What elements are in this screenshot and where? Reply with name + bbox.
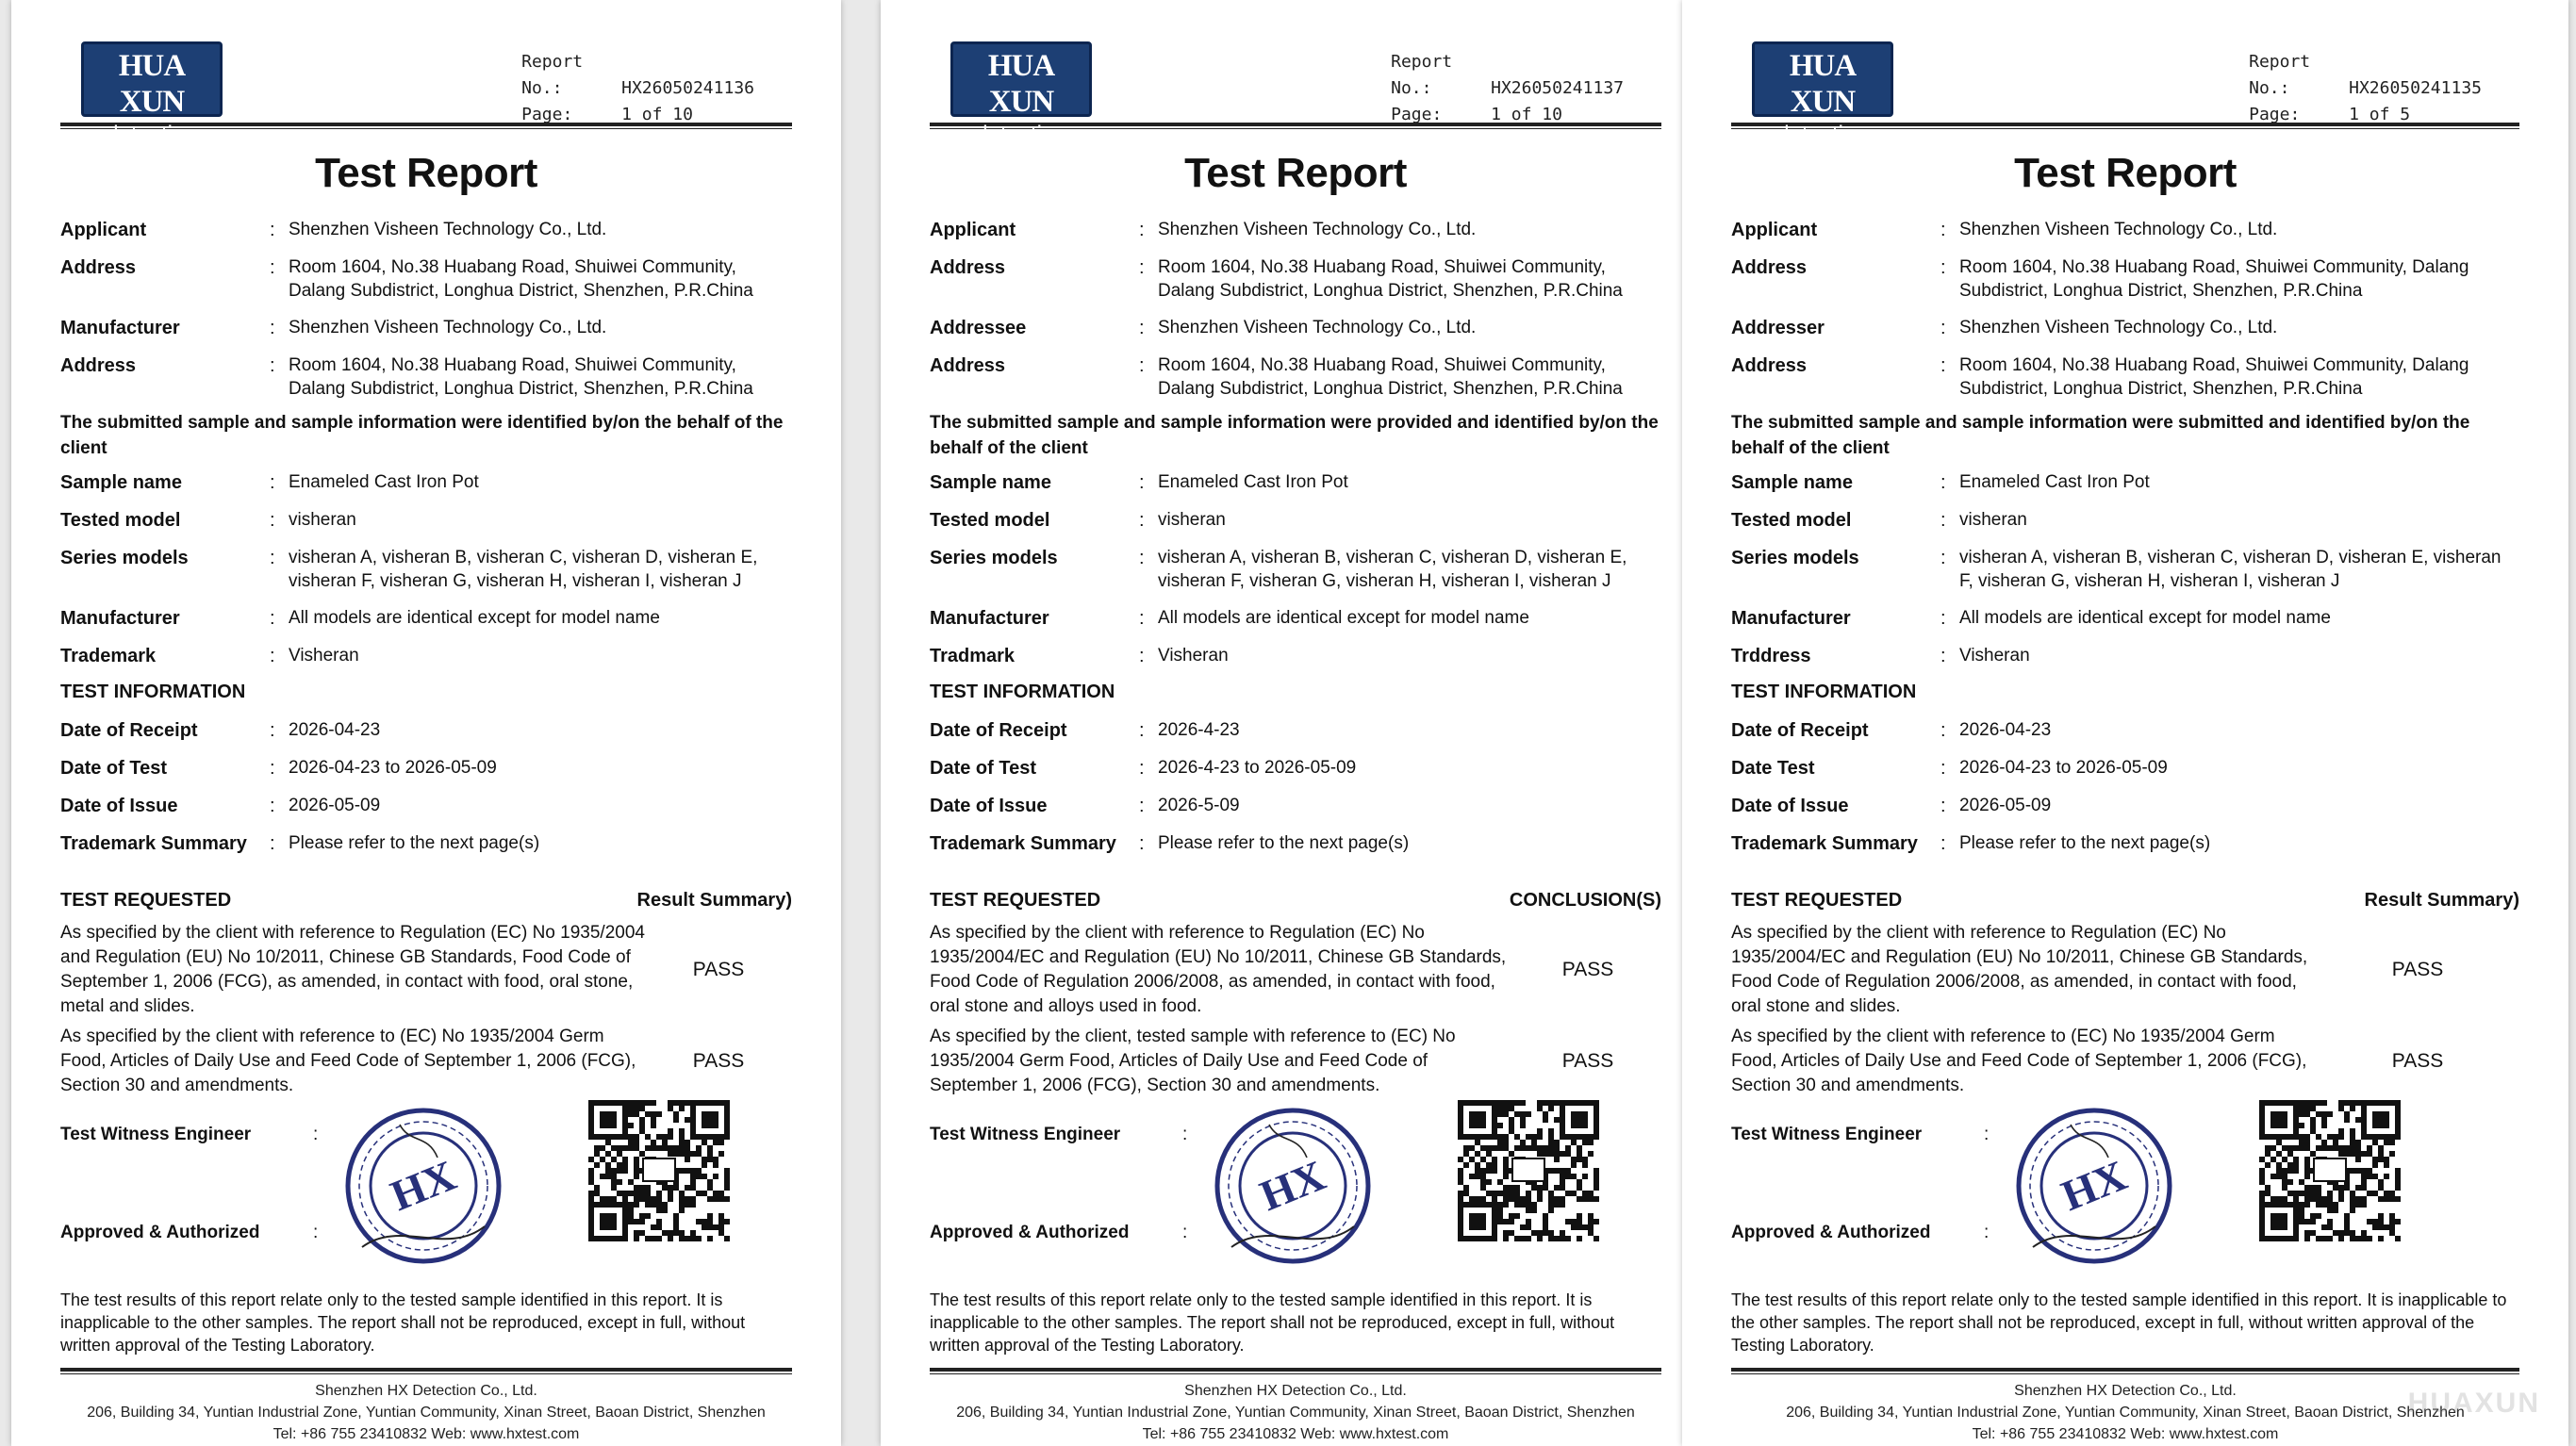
report-footer [930,1380,1661,1445]
signature-area: Test Witness Engineer : Approved & Authorized : HX [1731,1119,2519,1279]
field-value: visheran A, visheran B, visheran C, visheran D, visheran E, visheran F, visheran G, visheran H, visheran I, visheran J [1959,548,2502,591]
field-label: Address [60,257,137,278]
field-label: Tested model [930,510,1050,531]
field-value: 2026-4-23 [1158,720,1240,740]
approved-label: Approved & Authorized [930,1223,1130,1242]
test-row [930,921,1661,1019]
field-label: Series models [1731,548,1859,568]
field-label: Date of Test [60,758,167,779]
test-result: PASS [1561,1050,1614,1072]
field-value: Shenzhen Visheen Technology Co., Ltd. [289,220,607,239]
field-row: Sample name : Enameled Cast Iron Pot [1731,470,2519,495]
party-fields [1731,218,2519,401]
field-value: Shenzhen Visheen Technology Co., Ltd. [1158,318,1477,337]
field-label: Applicant [60,220,147,240]
report-meta: Report No.: HX26050241135 Page: 1 of 5 [2249,52,2482,124]
disclaimer: The test results of this report relate only to the tested sample identified in this report. It is inapplicable to the other samples. The report shall not be reproduced, except in full, without written approval of the Testing Laboratory. [930,1290,1615,1355]
field-value: Shenzhen Visheen Technology Co., Ltd. [1959,220,2278,239]
info-fields [1731,718,2519,856]
section-heading: TEST INFORMATION [1731,682,1917,702]
field-label: Trademark Summary [1731,833,1918,854]
report-title: Test Report [2014,150,2237,196]
test-result: PASS [2391,959,2444,980]
field-label: Series models [60,548,189,568]
field-label: Date of Issue [930,796,1048,816]
report-header [930,38,1661,147]
field-value: Enameled Cast Iron Pot [1959,472,2150,492]
field-value: visheran [1959,510,2027,530]
info-fields [60,718,792,856]
witness-label: Test Witness Engineer [930,1125,1121,1144]
field-row: Tested model : visheran [930,508,1661,533]
sample-fields [60,470,792,668]
field-value: 2026-5-09 [1158,796,1240,815]
field-row: Tradmark : Visheran [930,644,1661,668]
field-value: Visheran [289,646,359,665]
hx-seal-stamp [1213,1106,1373,1266]
report-page [881,0,1710,1446]
field-value: Please refer to the next page(s) [1158,833,1410,853]
report-meta: Report No.: HX26050241137 Page: 1 of 10 [1391,52,1624,124]
field-row: Tested model : visheran [1731,508,2519,533]
field-label: Tradmark [930,646,1016,666]
footer-line: 206, Building 34, Yuntian Industrial Zone, Yuntian Community, Xinan Street, Baoan District, Shenzhen [87,1405,766,1421]
footer-line: Shenzhen HX Detection Co., Ltd. [1184,1383,1407,1399]
field-row: Date of Test : 2026-04-23 to 2026-05-09 [60,756,792,781]
field-value: Room 1604, No.38 Huabang Road, Shuiwei Community, Dalang Subdistrict, Longhua District, Shenzhen, P.R.China [1959,355,2469,399]
field-value: Room 1604, No.38 Huabang Road, Shuiwei Community, Dalang Subdistrict, Longhua District, Shenzhen, P.R.China [289,355,753,399]
field-label: Manufacturer [60,318,180,338]
field-value: visheran [1158,510,1226,530]
huaxun-logo: HUA XUN detection [1752,41,1893,117]
field-row: Manufacturer : All models are identical except for model name [930,606,1661,631]
divider [930,1368,1661,1374]
report-footer [60,1380,792,1445]
disclaimer: The test results of this report relate only to the tested sample identified in this report. It is inapplicable to the other samples. The report shall not be reproduced, except in full, without written approval of the Testing Laboratory. [60,1290,746,1355]
section-heading: TEST INFORMATION [60,682,246,702]
field-label: Date of Issue [1731,796,1849,816]
field-label: Manufacturer [1731,608,1851,629]
field-row: Applicant : Shenzhen Visheen Technology Co., Ltd. [930,218,1661,242]
field-value: Please refer to the next page(s) [289,833,540,853]
party-fields [930,218,1661,401]
footer-line: 206, Building 34, Yuntian Industrial Zone, Yuntian Community, Xinan Street, Baoan District, Shenzhen [1786,1405,2465,1421]
report-header [60,38,792,147]
field-row: Address : Room 1604, No.38 Huabang Road, Shuiwei Community, Dalang Subdistrict, Longhua District, Shenzhen, P.R.China [60,353,792,401]
field-value: 2026-04-23 [1959,720,2052,740]
field-value: All models are identical except for model name [1158,608,1529,628]
field-label: Sample name [60,472,182,493]
field-label: Tested model [60,510,181,531]
field-row: Sample name : Enameled Cast Iron Pot [930,470,1661,495]
field-row: Addressee : Shenzhen Visheen Technology Co., Ltd. [930,316,1661,340]
party-fields [60,218,792,401]
page-number: 1 of 5 [2349,105,2411,124]
hx-seal-stamp [2014,1106,2174,1266]
test-row [1731,1025,2519,1098]
test-row [60,1025,792,1098]
qr-code[interactable] [588,1100,730,1251]
field-value: visheran A, visheran B, visheran C, visheran D, visheran E, visheran F, visheran G, visheran H, visheran I, visheran J [1158,548,1627,591]
field-row: Trademark Summary : Please refer to the next page(s) [930,831,1661,856]
test-result: PASS [1561,959,1614,980]
field-value: All models are identical except for model name [1959,608,2331,628]
field-label: Sample name [930,472,1051,493]
field-row: Trademark : Visheran [60,644,792,668]
field-label: Series models [930,548,1058,568]
huaxun-logo: HUA XUN detection [81,41,223,117]
field-label: Address [1731,355,1808,376]
field-label: Trademark Summary [930,833,1116,854]
signature-area: Test Witness Engineer : Approved & Authorized : HX [930,1119,1661,1279]
test-row [930,1025,1661,1098]
test-description: As specified by the client with reference to Regulation (EC) No 1935/2004/EC and Regulation (EU) No 10/2011, Chinese GB Standards, Food Code of Regulation 2006/2008, as amended, in contact with food, oral stone and slides. [1731,923,2308,1016]
field-label: Trademark Summary [60,833,247,854]
huaxun-logo: HUA XUN detection [950,41,1092,117]
field-label: Date of Receipt [60,720,198,741]
field-row: Address : Room 1604, No.38 Huabang Road, Shuiwei Community, Dalang Subdistrict, Longhua District, Shenzhen, P.R.China [930,353,1661,401]
test-description: As specified by the client, tested sample with reference to (EC) No 1935/2004 Germ Food, Articles of Daily Use and Feed Code of September 1, 2006 (FCG), Section 30 and amendments. [930,1027,1456,1095]
field-label: Date of Test [930,758,1036,779]
field-row: Date of Issue : 2026-05-09 [60,794,792,818]
divider [60,1368,792,1374]
field-value: 2026-04-23 [289,720,381,740]
field-row: Date of Receipt : 2026-4-23 [930,718,1661,743]
field-label: Address [930,355,1006,376]
report-page [11,0,841,1446]
svg-text:HX: HX [384,1150,463,1221]
field-row: Manufacturer : All models are identical except for model name [1731,606,2519,631]
sample-fields [1731,470,2519,668]
field-value: All models are identical except for model name [289,608,660,628]
test-result: PASS [692,959,745,980]
hx-seal-stamp [343,1106,504,1266]
field-row: Applicant : Shenzhen Visheen Technology Co., Ltd. [1731,218,2519,242]
field-label: Sample name [1731,472,1853,493]
footer-line: Shenzhen HX Detection Co., Ltd. [315,1383,537,1399]
field-label: Applicant [1731,220,1818,240]
field-label: Applicant [930,220,1016,240]
report-number: HX26050241135 [2349,78,2482,98]
field-label: Date of Receipt [1731,720,1869,741]
field-label: Trademark [60,646,157,666]
test-table-header: TEST REQUESTED CONCLUSION(S) [930,890,1661,911]
field-label: Manufacturer [930,608,1049,629]
field-row: Address : Room 1604, No.38 Huabang Road, Shuiwei Community, Dalang Subdistrict, Longhua District, Shenzhen, P.R.China [1731,353,2519,401]
field-value: Room 1604, No.38 Huabang Road, Shuiwei Community, Dalang Subdistrict, Longhua District, Shenzhen, P.R.China [1158,355,1623,399]
section-heading: TEST INFORMATION [930,682,1115,702]
witness-label: Test Witness Engineer [60,1125,252,1144]
field-value: 2026-04-23 to 2026-05-09 [1959,758,2168,778]
field-label: Trddress [1731,646,1811,666]
test-result: PASS [692,1050,745,1072]
field-row: Sample name : Enameled Cast Iron Pot [60,470,792,495]
field-value: Shenzhen Visheen Technology Co., Ltd. [1158,220,1477,239]
test-row [1731,921,2519,1019]
approved-label: Approved & Authorized [1731,1223,1931,1242]
field-value: Shenzhen Visheen Technology Co., Ltd. [289,318,607,337]
field-value: visheran [289,510,356,530]
test-row [60,921,792,1019]
report-title: Test Report [1184,150,1407,196]
signature-area: Test Witness Engineer : Approved & Authorized : HX [60,1119,792,1279]
field-value: Please refer to the next page(s) [1959,833,2211,853]
page-number: 1 of 10 [1491,105,1562,124]
field-label: Address [60,355,137,376]
field-row: Trademark Summary : Please refer to the next page(s) [60,831,792,856]
qr-code[interactable] [2259,1100,2401,1251]
report-footer [1731,1380,2519,1445]
qr-code[interactable] [1458,1100,1599,1251]
sample-note: The submitted sample and sample information were submitted and identified by/on the behalf of the client [1731,413,2470,458]
field-row: Date of Issue : 2026-5-09 [930,794,1661,818]
approved-label: Approved & Authorized [60,1223,260,1242]
footer-line: Shenzhen HX Detection Co., Ltd. [2014,1383,2237,1399]
svg-text:HX: HX [2055,1150,2134,1221]
field-row: Applicant : Shenzhen Visheen Technology Co., Ltd. [60,218,792,242]
field-row: Address : Room 1604, No.38 Huabang Road, Shuiwei Community, Dalang Subdistrict, Longhua District, Shenzhen, P.R.China [930,255,1661,303]
field-value: 2026-05-09 [289,796,381,815]
footer-line: 206, Building 34, Yuntian Industrial Zone, Yuntian Community, Xinan Street, Baoan District, Shenzhen [956,1405,1635,1421]
test-description: As specified by the client with reference to Regulation (EC) No 1935/2004 and Regulation (EU) No 10/2011, Chinese GB Standards, Food Code of September 1, 2006 (FCG), as amended, in contact with food, oral stone, metal and slides. [60,923,645,1016]
test-description: As specified by the client with reference to Regulation (EC) No 1935/2004/EC and Regulation (EU) No 10/2011, Chinese GB Standards, Food Code of Regulation 2006/2008, as amended, in contact with food, oral stone and alloys used in food. [930,923,1507,1016]
field-row: Manufacturer : Shenzhen Visheen Technology Co., Ltd. [60,316,792,340]
field-row: Address : Room 1604, No.38 Huabang Road, Shuiwei Community, Dalang Subdistrict, Longhua District, Shenzhen, P.R.China [60,255,792,303]
field-label: Manufacturer [60,608,180,629]
field-value: Shenzhen Visheen Technology Co., Ltd. [1959,318,2278,337]
field-value: 2026-05-09 [1959,796,2052,815]
field-row: Trddress : Visheran [1731,644,2519,668]
field-value: Room 1604, No.38 Huabang Road, Shuiwei Community, Dalang Subdistrict, Longhua District, Shenzhen, P.R.China [289,257,753,301]
info-fields [930,718,1661,856]
test-description: As specified by the client with reference to (EC) No 1935/2004 Germ Food, Articles of Daily Use and Feed Code of September 1, 2006 (FCG), Section 30 and amendments. [1731,1027,2307,1095]
field-row: Series models : visheran A, visheran B, visheran C, visheran D, visheran E, visheran F, visheran G, visheran H, visheran I, visheran J [930,546,1661,593]
field-label: Date of Receipt [930,720,1067,741]
footer-line: Tel: +86 755 23410832 Web: www.hxtest.com [272,1426,580,1442]
field-value: Enameled Cast Iron Pot [1158,472,1348,492]
svg-text:HX: HX [1253,1150,1332,1221]
test-result: PASS [2391,1050,2444,1072]
field-row: Series models : visheran A, visheran B, visheran C, visheran D, visheran E, visheran F, visheran G, visheran H, visheran I, visheran J [60,546,792,593]
field-row: Date Test : 2026-04-23 to 2026-05-09 [1731,756,2519,781]
field-value: 2026-04-23 to 2026-05-09 [289,758,497,778]
field-label: Address [930,257,1006,278]
footer-line: Tel: +86 755 23410832 Web: www.hxtest.com [1142,1426,1449,1442]
disclaimer: The test results of this report relate only to the tested sample identified in this report. It is inapplicable to the other samples. The report shall not be reproduced, except in full, without written approval of the Testing Laboratory. [1731,1290,2507,1355]
field-label: Date of Issue [60,796,178,816]
field-row: Tested model : visheran [60,508,792,533]
field-label: Address [1731,257,1808,278]
field-row: Date of Test : 2026-4-23 to 2026-05-09 [930,756,1661,781]
field-value: 2026-4-23 to 2026-05-09 [1158,758,1357,778]
divider [1731,1368,2519,1374]
field-value: Room 1604, No.38 Huabang Road, Shuiwei Community, Dalang Subdistrict, Longhua District, Shenzhen, P.R.China [1959,257,2469,301]
field-row: Addresser : Shenzhen Visheen Technology Co., Ltd. [1731,316,2519,340]
report-number: HX26050241136 [621,78,754,98]
field-value: visheran A, visheran B, visheran C, visheran D, visheran E, visheran F, visheran G, visheran H, visheran I, visheran J [289,548,758,591]
page-number: 1 of 10 [621,105,693,124]
test-description: As specified by the client with reference to (EC) No 1935/2004 Germ Food, Articles of Daily Use and Feed Code of September 1, 2006 (FCG), Section 30 and amendments. [60,1027,636,1095]
field-row: Manufacturer : All models are identical except for model name [60,606,792,631]
test-table-header: TEST REQUESTED Result Summary) [1731,890,2519,911]
field-row: Trademark Summary : Please refer to the next page(s) [1731,831,2519,856]
witness-label: Test Witness Engineer [1731,1125,1923,1144]
report-header [1731,38,2519,147]
field-row: Date of Receipt : 2026-04-23 [1731,718,2519,743]
field-row: Date of Issue : 2026-05-09 [1731,794,2519,818]
report-page [1682,0,2568,1446]
field-value: Room 1604, No.38 Huabang Road, Shuiwei Community, Dalang Subdistrict, Longhua District, Shenzhen, P.R.China [1158,257,1623,301]
field-label: Addressee [930,318,1027,338]
sample-note: The submitted sample and sample information were identified by/on the behalf of the client [60,413,784,458]
sample-fields [930,470,1661,668]
report-title: Test Report [315,150,537,196]
report-number: HX26050241137 [1491,78,1624,98]
field-label: Date Test [1731,758,1815,779]
report-meta: Report No.: HX26050241136 Page: 1 of 10 [521,52,754,124]
test-table-header: TEST REQUESTED Result Summary) [60,890,792,911]
field-label: Addresser [1731,318,1825,338]
field-row: Date of Receipt : 2026-04-23 [60,718,792,743]
footer-line: Tel: +86 755 23410832 Web: www.hxtest.com [1972,1426,2279,1442]
field-row: Address : Room 1604, No.38 Huabang Road, Shuiwei Community, Dalang Subdistrict, Longhua District, Shenzhen, P.R.China [1731,255,2519,303]
field-value: Visheran [1158,646,1229,665]
field-row: Series models : visheran A, visheran B, visheran C, visheran D, visheran E, visheran F, visheran G, visheran H, visheran I, visheran J [1731,546,2519,593]
field-value: Enameled Cast Iron Pot [289,472,479,492]
field-label: Tested model [1731,510,1852,531]
watermark: HUAXUN [2407,1388,2540,1419]
field-value: Visheran [1959,646,2030,665]
sample-note: The submitted sample and sample information were provided and identified by/on the behalf of the client [930,413,1659,458]
